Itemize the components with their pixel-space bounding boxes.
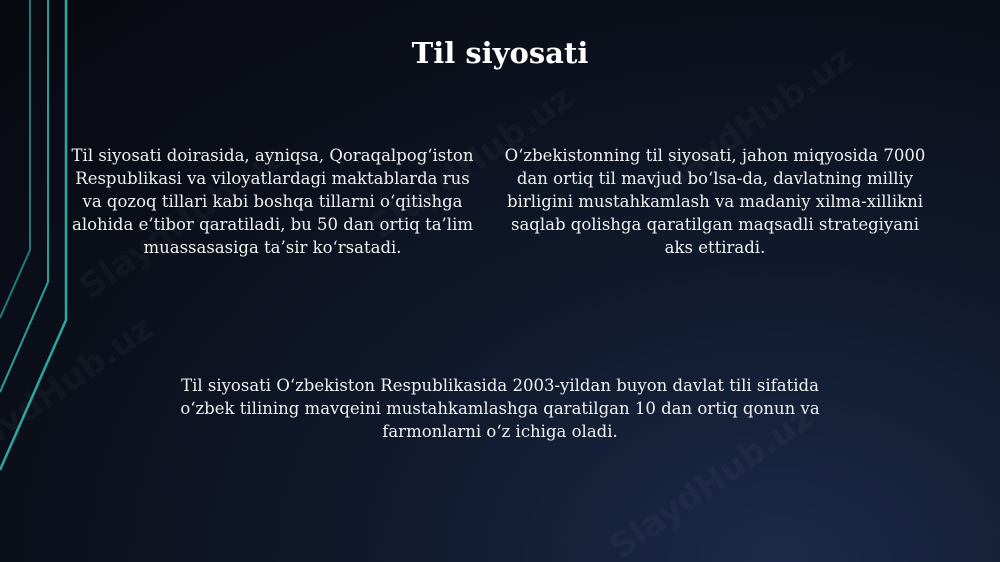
slide-title: Til siyosati — [411, 36, 589, 70]
paragraph-left: Til siyosati doirasida, ayniqsa, Qoraqalpog‘iston Respublikasi va viloyatlardagi maktablarda rus va qozoq tillari kabi boshqa tillarni o‘qitishga alohida e’tibor qaratiladi, bu 50 dan ortiq ta’lim muassasasiga ta’sir ko‘rsatadi. — [71, 146, 474, 257]
accent-line-3 — [0, 0, 66, 470]
paragraph-right: O‘zbekistonning til siyosati, jahon miqyosida 7000 dan ortiq til mavjud bo‘lsa-da, davlatning milliy birligini mustahkamlash va madaniy xilma-xillikni saqlab qolishga qaratilgan maqsadli strategiyani aks ettiradi. — [504, 146, 926, 257]
decorative-lines — [0, 0, 120, 562]
paragraph-bottom: Til siyosati O‘zbekiston Respublikasida 2003-yildan buyon davlat tili sifatida o‘zbek tilining mavqeini mustahkamlashga qaratilgan 10 dan ortiq qonun va farmonlarni o‘z ichiga oladi. — [180, 376, 820, 441]
